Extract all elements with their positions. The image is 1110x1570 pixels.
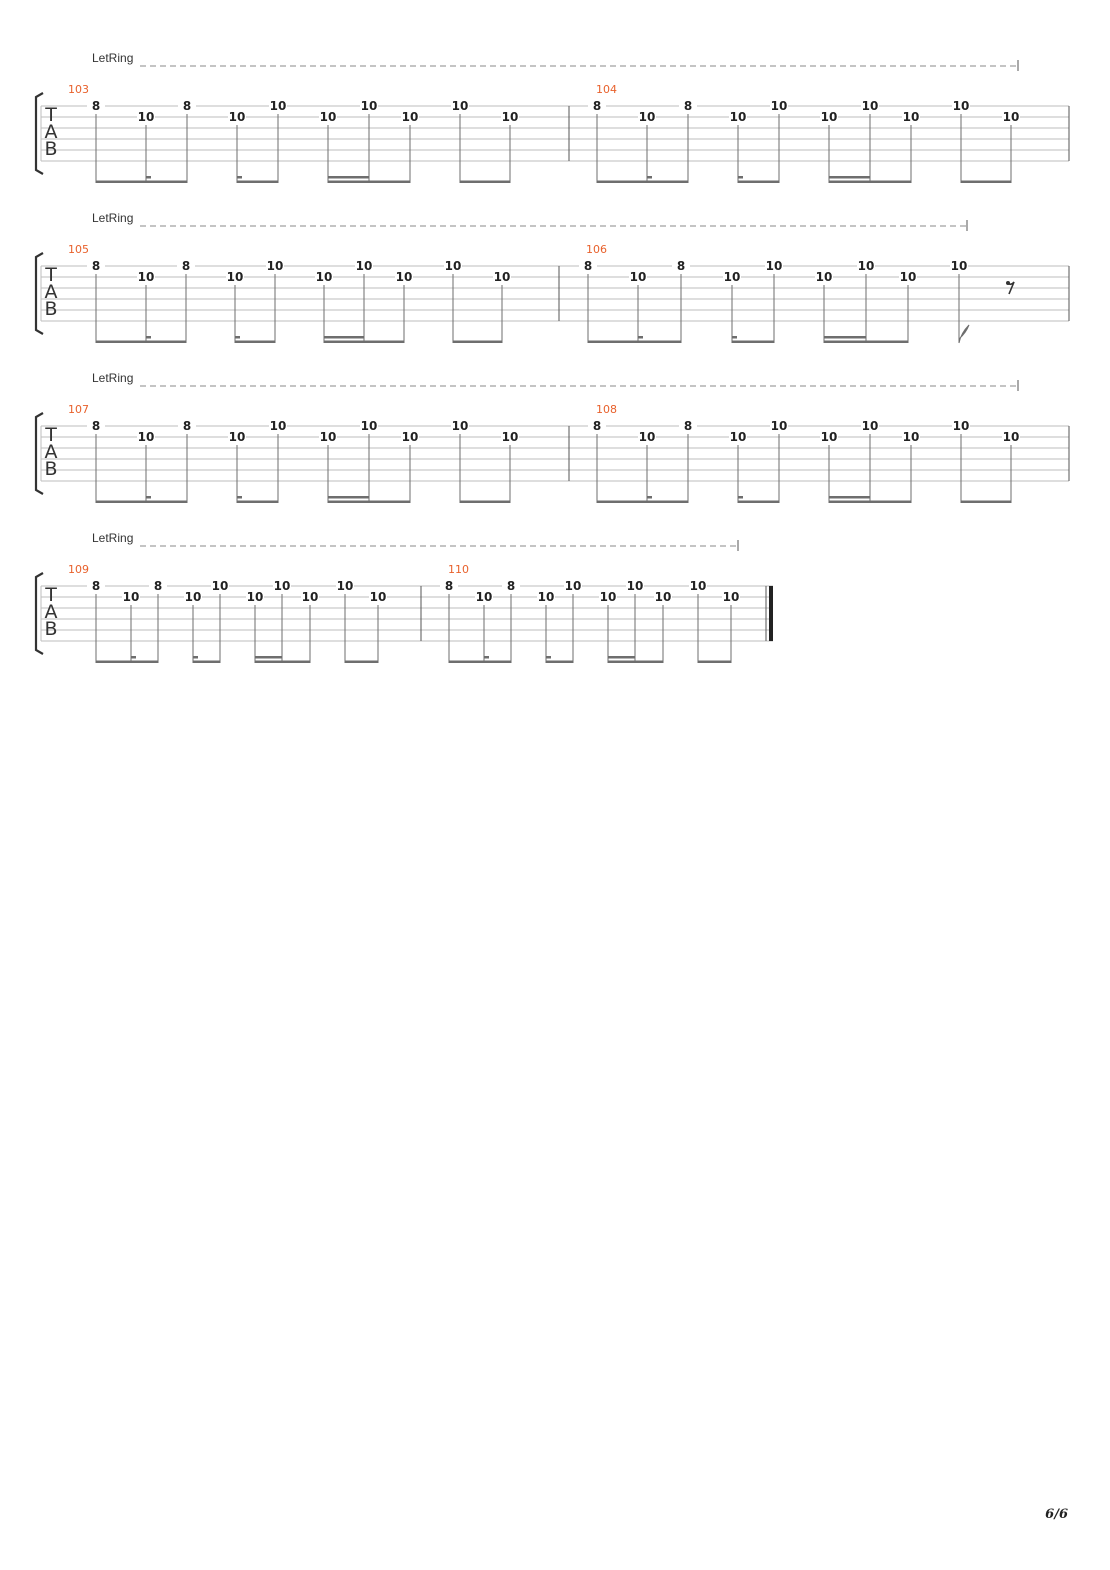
tab-clef-letter: A [44, 441, 58, 463]
beam [449, 661, 511, 664]
fret-number: 10 [246, 590, 264, 604]
fret-number: 10 [1002, 110, 1020, 124]
fret-number: 10 [336, 579, 354, 593]
beam [146, 496, 151, 499]
fret-number: 10 [444, 259, 462, 273]
fret-number: 8 [592, 99, 602, 113]
fret-number: 10 [319, 430, 337, 444]
measure-number: 103 [68, 83, 89, 96]
fret-number: 10 [654, 590, 672, 604]
fret-number: 10 [228, 110, 246, 124]
beam [96, 501, 187, 504]
beam [146, 176, 151, 179]
beam [698, 661, 731, 664]
beam [460, 501, 510, 504]
beam [235, 336, 240, 339]
beam [829, 176, 870, 179]
beam [255, 656, 282, 659]
measure-number: 105 [68, 243, 89, 256]
fret-number: 10 [626, 579, 644, 593]
fret-number: 10 [395, 270, 413, 284]
measure [588, 403, 1069, 503]
beam [608, 661, 663, 664]
beam [738, 181, 779, 184]
beam [608, 656, 635, 659]
fret-number: 10 [1002, 430, 1020, 444]
fret-number: 10 [599, 590, 617, 604]
beam [324, 341, 404, 344]
beam [328, 501, 410, 504]
fret-number: 10 [902, 110, 920, 124]
beam [146, 336, 151, 339]
beam [738, 496, 743, 499]
beam [328, 496, 369, 499]
tab-clef-letter: T [45, 584, 57, 606]
beam [738, 176, 743, 179]
measure [440, 563, 773, 663]
page-number: 6/6 [1045, 1507, 1068, 1522]
tab-system [36, 531, 773, 663]
tab-clef-letter: T [45, 424, 57, 446]
measure-number: 109 [68, 563, 89, 576]
eighth-rest-dot [1006, 281, 1010, 285]
fret-number: 10 [564, 579, 582, 593]
fret-number: 10 [301, 590, 319, 604]
fret-number: 8 [182, 419, 192, 433]
fret-number: 8 [676, 259, 686, 273]
final-barline-thick [769, 586, 773, 641]
fret-number: 10 [269, 419, 287, 433]
beam [961, 501, 1011, 504]
measure [68, 563, 421, 663]
fret-number: 10 [475, 590, 493, 604]
beam [237, 496, 242, 499]
fret-number: 10 [861, 99, 879, 113]
beam [732, 341, 774, 344]
fret-number: 10 [137, 270, 155, 284]
beam [96, 341, 186, 344]
fret-number: 10 [226, 270, 244, 284]
beam [829, 496, 870, 499]
system-bracket [36, 573, 43, 654]
fret-number: 10 [902, 430, 920, 444]
tab-clef-letter: A [44, 281, 58, 303]
beam [237, 176, 242, 179]
measure [588, 83, 1069, 183]
beam [237, 181, 278, 184]
tab-system [36, 371, 1069, 503]
fret-number: 10 [401, 430, 419, 444]
beam [96, 181, 187, 184]
fret-number: 10 [273, 579, 291, 593]
fret-number: 8 [182, 99, 192, 113]
fret-number: 10 [228, 430, 246, 444]
fret-number: 10 [451, 99, 469, 113]
beam [829, 181, 911, 184]
beam [328, 176, 369, 179]
fret-number: 8 [91, 579, 101, 593]
fret-number: 10 [269, 99, 287, 113]
beam [235, 341, 275, 344]
beam [732, 336, 737, 339]
fret-number: 10 [729, 430, 747, 444]
tab-clef-letter: A [44, 601, 58, 623]
fret-number: 10 [815, 270, 833, 284]
system-bracket [36, 413, 43, 494]
let-ring-label: LetRing [92, 531, 134, 545]
let-ring-label: LetRing [92, 51, 134, 65]
beam [546, 656, 551, 659]
beam [484, 656, 489, 659]
tab-clef-letter: B [44, 458, 58, 480]
fret-number: 10 [770, 419, 788, 433]
fret-number: 10 [629, 270, 647, 284]
tab-clef-letter: B [44, 298, 58, 320]
beam [324, 336, 364, 339]
fret-number: 10 [537, 590, 555, 604]
fret-number: 8 [91, 259, 101, 273]
beam [824, 341, 908, 344]
fret-number: 8 [683, 419, 693, 433]
fret-number: 10 [857, 259, 875, 273]
measure-number: 108 [596, 403, 617, 416]
measure-number: 106 [586, 243, 607, 256]
let-ring-label: LetRing [92, 371, 134, 385]
measure-number: 107 [68, 403, 89, 416]
fret-number: 10 [369, 590, 387, 604]
beam [961, 181, 1011, 184]
fret-number: 10 [360, 99, 378, 113]
fret-number: 10 [319, 110, 337, 124]
fret-number: 10 [950, 259, 968, 273]
fret-number: 10 [211, 579, 229, 593]
fret-number: 10 [861, 419, 879, 433]
beam [193, 656, 198, 659]
beam [597, 501, 688, 504]
tab-clef-letter: B [44, 138, 58, 160]
beam [453, 341, 502, 344]
fret-number: 10 [137, 110, 155, 124]
fret-number: 10 [820, 110, 838, 124]
beam [328, 181, 410, 184]
beam [738, 501, 779, 504]
fret-number: 10 [315, 270, 333, 284]
measure [68, 83, 569, 183]
fret-number: 10 [770, 99, 788, 113]
fret-number: 10 [638, 110, 656, 124]
measure-number: 110 [448, 563, 469, 576]
fret-number: 10 [638, 430, 656, 444]
fret-number: 10 [184, 590, 202, 604]
beam [255, 661, 310, 664]
fret-number: 10 [723, 270, 741, 284]
beam [96, 661, 158, 664]
measure [579, 243, 1069, 343]
tab-clef-letter: T [45, 264, 57, 286]
fret-number: 10 [451, 419, 469, 433]
fret-number: 10 [122, 590, 140, 604]
fret-number: 10 [952, 419, 970, 433]
beam [237, 501, 278, 504]
fret-number: 10 [729, 110, 747, 124]
fret-number: 10 [952, 99, 970, 113]
fret-number: 8 [506, 579, 516, 593]
fret-number: 10 [899, 270, 917, 284]
beam [588, 341, 681, 344]
fret-number: 10 [820, 430, 838, 444]
fret-number: 8 [592, 419, 602, 433]
measure [68, 403, 569, 503]
measure [68, 243, 559, 343]
fret-number: 10 [501, 430, 519, 444]
tab-clef-letter: B [44, 618, 58, 640]
fret-number: 8 [181, 259, 191, 273]
fret-number: 10 [360, 419, 378, 433]
let-ring-label: LetRing [92, 211, 134, 225]
fret-number: 10 [765, 259, 783, 273]
fret-number: 10 [355, 259, 373, 273]
fret-number: 10 [266, 259, 284, 273]
beam [460, 181, 510, 184]
tab-system [36, 211, 1069, 343]
beam [193, 661, 220, 664]
beam [131, 656, 136, 659]
tab-clef-letter: A [44, 121, 58, 143]
beam [829, 501, 911, 504]
beam [824, 336, 866, 339]
fret-number: 8 [683, 99, 693, 113]
fret-number: 8 [91, 99, 101, 113]
eighth-flag [959, 325, 969, 343]
fret-number: 10 [689, 579, 707, 593]
fret-number: 10 [493, 270, 511, 284]
tab-system [36, 51, 1069, 183]
system-bracket [36, 253, 43, 334]
fret-number: 10 [137, 430, 155, 444]
fret-number: 10 [722, 590, 740, 604]
system-bracket [36, 93, 43, 174]
beam [638, 336, 643, 339]
fret-number: 8 [91, 419, 101, 433]
fret-number: 8 [153, 579, 163, 593]
beam [546, 661, 573, 664]
beam [647, 176, 652, 179]
measure-number: 104 [596, 83, 617, 96]
beam [345, 661, 378, 664]
fret-number: 10 [501, 110, 519, 124]
tab-clef-letter: T [45, 104, 57, 126]
beam [597, 181, 688, 184]
fret-number: 10 [401, 110, 419, 124]
beam [647, 496, 652, 499]
fret-number: 8 [583, 259, 593, 273]
fret-number: 8 [444, 579, 454, 593]
